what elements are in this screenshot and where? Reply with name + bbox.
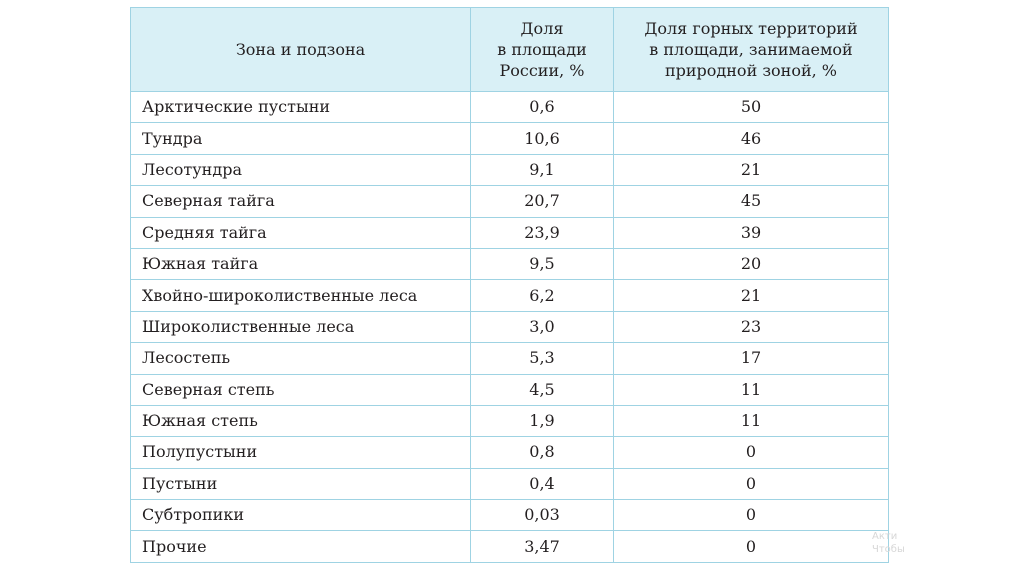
share-area-cell: 3,47 xyxy=(471,531,614,562)
table-row xyxy=(131,500,889,531)
zone-cell: Лесостепь xyxy=(131,343,471,374)
share-area-cell: 20,7 xyxy=(471,186,614,217)
zone-cell: Хвойно-широколиственные леса xyxy=(131,280,471,311)
zone-cell: Южная степь xyxy=(131,405,471,436)
share-mountain-cell: 0 xyxy=(614,531,889,562)
data-table-container xyxy=(130,7,888,563)
share-mountain-cell: 39 xyxy=(614,217,889,248)
share-area-cell: 9,1 xyxy=(471,154,614,185)
zone-cell: Южная тайга xyxy=(131,248,471,279)
table-row xyxy=(131,92,889,123)
share-area-cell: 0,4 xyxy=(471,468,614,499)
header-line: в площади xyxy=(497,40,587,59)
table-row xyxy=(131,186,889,217)
zone-cell: Тундра xyxy=(131,123,471,154)
zone-cell: Арктические пустыни xyxy=(131,92,471,123)
share-area-cell: 0,6 xyxy=(471,92,614,123)
share-mountain-cell: 23 xyxy=(614,311,889,342)
share-mountain-cell: 17 xyxy=(614,343,889,374)
share-mountain-cell: 0 xyxy=(614,437,889,468)
share-mountain-cell: 21 xyxy=(614,154,889,185)
zone-cell: Лесотундра xyxy=(131,154,471,185)
share-mountain-cell: 11 xyxy=(614,374,889,405)
table-body xyxy=(131,92,889,563)
header-line: Зона и подзона xyxy=(235,40,366,59)
header-zone xyxy=(131,8,471,92)
table-row xyxy=(131,374,889,405)
share-mountain-cell: 0 xyxy=(614,468,889,499)
watermark-line-2: Чтобы xyxy=(872,544,905,555)
table-row xyxy=(131,154,889,185)
zone-cell: Широколиственные леса xyxy=(131,311,471,342)
watermark-line-1: Акти xyxy=(872,531,898,542)
table-row xyxy=(131,280,889,311)
table-row xyxy=(131,531,889,562)
share-mountain-cell: 11 xyxy=(614,405,889,436)
table-row xyxy=(131,468,889,499)
header-line: природной зоной, % xyxy=(664,61,838,80)
share-mountain-cell: 46 xyxy=(614,123,889,154)
share-area-cell: 9,5 xyxy=(471,248,614,279)
zone-cell: Пустыни xyxy=(131,468,471,499)
header-line: Доля горных территорий xyxy=(644,19,858,38)
header-line: в площади, занимаемой xyxy=(649,40,853,59)
zone-cell: Полупустыни xyxy=(131,437,471,468)
share-mountain-cell: 20 xyxy=(614,248,889,279)
share-mountain-cell: 21 xyxy=(614,280,889,311)
header-share-mountain xyxy=(614,8,889,92)
table-row xyxy=(131,248,889,279)
share-area-cell: 0,03 xyxy=(471,500,614,531)
share-area-cell: 5,3 xyxy=(471,343,614,374)
zone-cell: Прочие xyxy=(131,531,471,562)
header-line: России, % xyxy=(499,61,585,80)
share-area-cell: 6,2 xyxy=(471,280,614,311)
zone-cell: Субтропики xyxy=(131,500,471,531)
header-line: Доля xyxy=(520,19,564,38)
zones-table xyxy=(130,7,889,563)
header-row xyxy=(131,8,889,92)
share-mountain-cell: 0 xyxy=(614,500,889,531)
share-area-cell: 4,5 xyxy=(471,374,614,405)
activation-watermark xyxy=(872,530,905,556)
share-area-cell: 1,9 xyxy=(471,405,614,436)
table-row xyxy=(131,123,889,154)
share-mountain-cell: 50 xyxy=(614,92,889,123)
zone-cell: Северная тайга xyxy=(131,186,471,217)
zone-cell: Северная степь xyxy=(131,374,471,405)
table-row xyxy=(131,343,889,374)
table-row xyxy=(131,437,889,468)
table-row xyxy=(131,311,889,342)
share-area-cell: 10,6 xyxy=(471,123,614,154)
share-area-cell: 23,9 xyxy=(471,217,614,248)
table-row xyxy=(131,405,889,436)
table-header xyxy=(131,8,889,92)
table-row xyxy=(131,217,889,248)
zone-cell: Средняя тайга xyxy=(131,217,471,248)
share-mountain-cell: 45 xyxy=(614,186,889,217)
header-share-area xyxy=(471,8,614,92)
share-area-cell: 3,0 xyxy=(471,311,614,342)
share-area-cell: 0,8 xyxy=(471,437,614,468)
